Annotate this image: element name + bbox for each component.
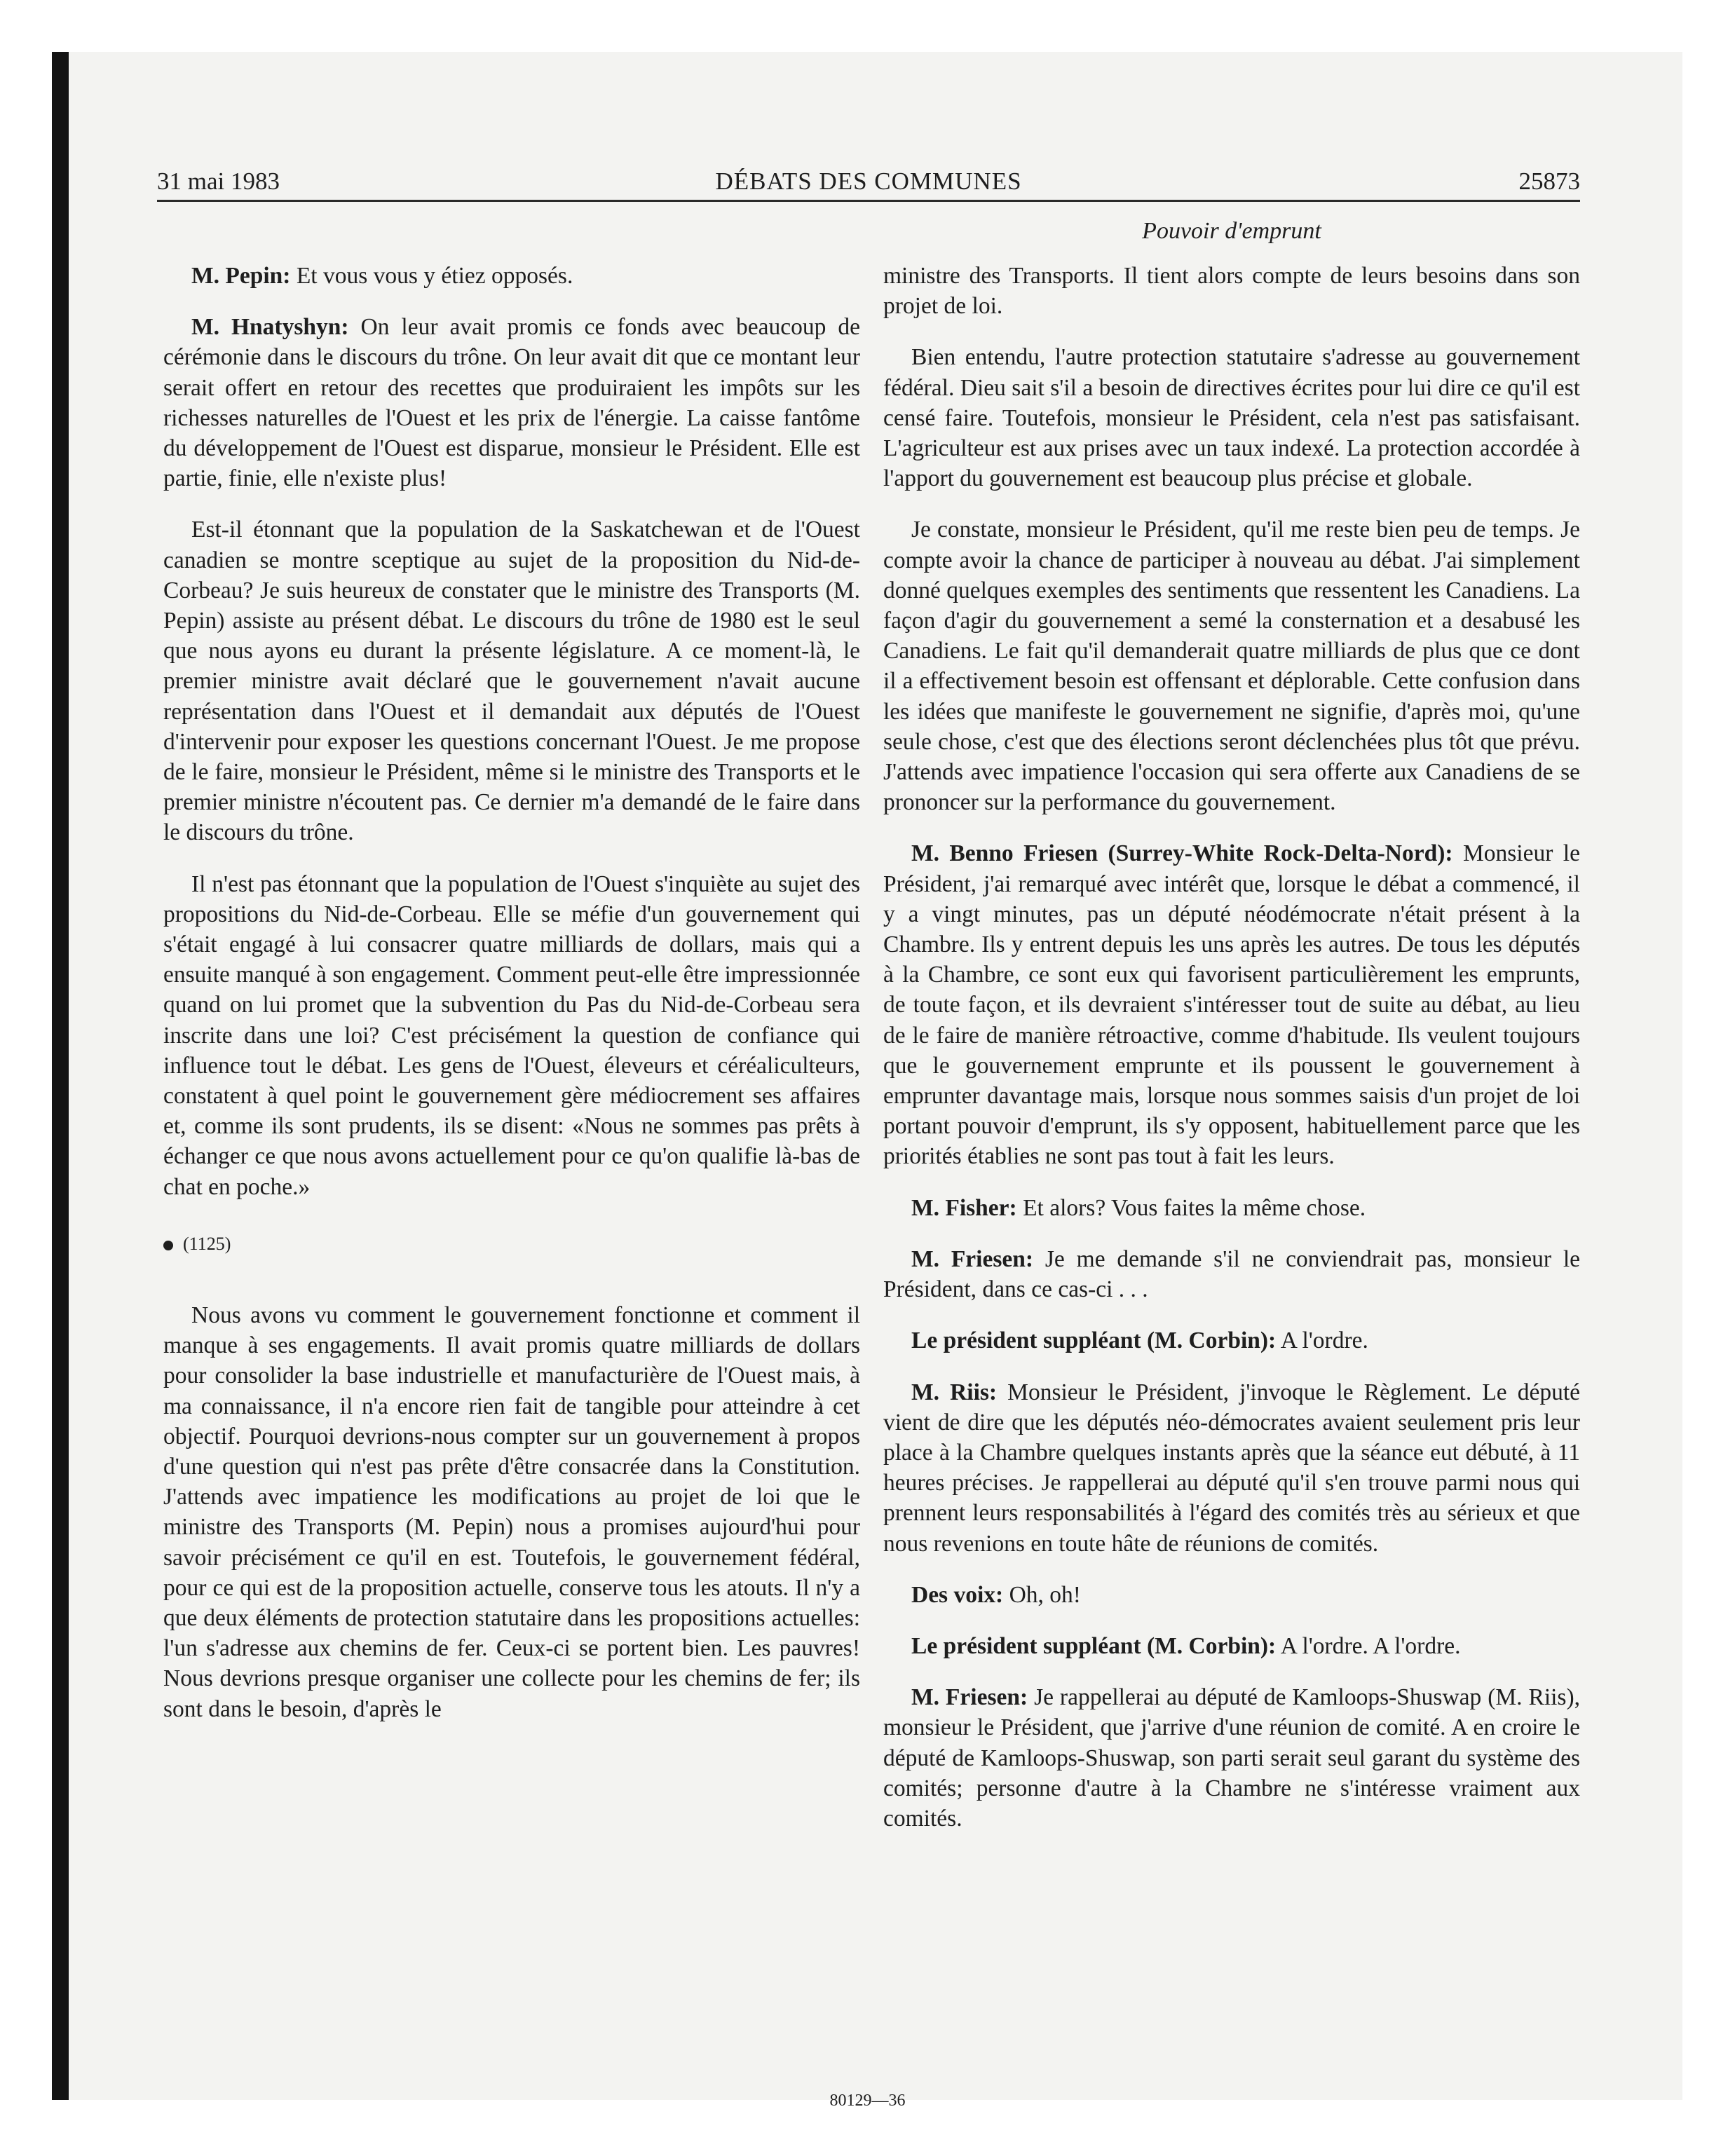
paragraph-text: On leur avait promis ce fonds avec beaucoup de cérémonie dans le discours du trône. On leur avait dit que ce montant leur serait offert en retour des recettes que produiraient les impôts sur les richesses naturelles de l'Ouest et les prix de l'énergie. La caisse fantôme du développement de l'Ouest est disparue, monsieur le Président. Elle est partie, finie, elle n'existe plus!	[163, 314, 861, 492]
right-column-body	[883, 261, 1580, 1834]
paragraph	[163, 869, 860, 1202]
speaker-name: M. Friesen:	[911, 1684, 1028, 1711]
speaker-name: M. Fisher:	[911, 1194, 1017, 1221]
paragraph-text: Est-il étonnant que la population de la Saskatchewan et de l'Ouest canadien se montre sceptique au sujet de la proposition du Nid-de-Corbeau? Je suis heureux de constater que le ministre des Transports (M. Pepin) assiste au présent débat. Le discours du trône de 1980 est le seul que nous ayons eu durant la présente législature. A ce moment-là, le premier ministre avait déclaré que le gouvernement n'avait aucune représentation dans l'Ouest et il demandait aux députés de l'Ouest d'intervenir pour exposer les questions concernant l'Ouest. Je me propose de le faire, monsieur le Président, même si le ministre des Transports et le premier ministre n'écoutent pas. Ce dernier m'a demandé de le faire dans le discours du trône.	[163, 517, 860, 846]
paragraph	[883, 838, 1580, 1171]
paragraph-text: Et vous vous y étiez opposés.	[290, 263, 573, 289]
paragraph	[883, 1682, 1580, 1834]
paragraph	[163, 1300, 860, 1724]
paragraph	[883, 1193, 1580, 1223]
speaker-name: Des voix:	[911, 1581, 1004, 1608]
header-date: 31 mai 1983	[157, 168, 280, 195]
paragraph-text: Et alors? Vous faites la même chose.	[1016, 1194, 1366, 1221]
speaker-name: M. Pepin:	[191, 263, 291, 289]
paragraph-text: Monsieur le Président, j'ai remarqué avec intérêt que, lorsque le débat a commencé, il y a vingt minutes, pas un député néodémocrate n'était présent à la Chambre. Ils y entrent depuis les uns après les autres. De tous les députés à la Chambre, ce sont eux qui favorisent particulièrement les emprunts, de toute façon, et ils devraient s'intéresser tout de suite au débat, au lieu de le faire de manière rétroactive, comme d'habitude. Ils veulent toujours que le gouvernement emprunte et ils poussent le gouvernement à emprunter davantage mais, lorsque nous sommes saisis d'un projet de loi portant pouvoir d'emprunt, ils s'y opposent, habituellement parce que les priorités établies ne sont pas tout à fait les leurs.	[883, 840, 1580, 1170]
paragraph-text: Je rappellerai au député de Kamloops-Shuswap (M. Riis), monsieur le Président, que j'arrive d'une réunion de comité. A en croire le député de Kamloops-Shuswap, son parti serait seul garant du système des comités; personne d'autre à la Chambre ne s'intéresse vraiment aux comités.	[883, 1684, 1580, 1831]
paragraph-text: Bien entendu, l'autre protection statutaire s'adresse au gouvernement fédéral. Dieu sait s'il a besoin de directives écrites pour lui dire ce qu'il est censé faire. Toutefois, monsieur le Président, cela n'est pas satisfaisant. L'agriculteur est aux prises avec un taux indexé. La protection accordée à l'apport du gouvernement est beaucoup plus précise et globale.	[883, 344, 1580, 492]
bullet-icon	[163, 1241, 173, 1250]
time-marker	[163, 1230, 860, 1258]
section-title: Pouvoir d'emprunt	[1142, 218, 1321, 244]
paragraph	[883, 514, 1580, 817]
header-rule	[157, 200, 1580, 202]
paragraph-text: Il n'est pas étonnant que la population de l'Ouest s'inquiète au sujet des propositions du Nid-de-Corbeau. Elle se méfie d'un gouvernement qui s'était engagé à lui consacrer quatre milliards de dollars, mais qui a ensuite manqué à son engagement. Comment peut-elle être impressionnée quand on lui promet que la subvention du Pas du Nid-de-Corbeau sera inscrite dans une loi? C'est précisément la question de confiance qui influence tout le débat. Les gens de l'Ouest, éleveurs et céréaliculteurs, constatent à quel point le gouvernement gère médiocrement ses affaires et, comme ils sont prudents, ils se disent: «Nous ne sommes pas prêts à échanger ce que nous avons actuellement pour ce qu'on qualifie là-bas de chat en poche.»	[163, 871, 860, 1200]
speaker-name: Le président suppléant (M. Corbin):	[911, 1328, 1277, 1354]
speaker-name: M. Benno Friesen (Surrey-White Rock-Delta-Nord):	[911, 840, 1453, 867]
paragraph-text: Je me demande s'il ne conviendrait pas, monsieur le Président, dans ce cas-ci . . .	[883, 1246, 1580, 1303]
left-column-bottom	[163, 1300, 860, 1724]
time-marker-label: (1125)	[183, 1233, 231, 1254]
paragraph-text: A l'ordre. A l'ordre.	[1276, 1632, 1461, 1659]
paragraph	[883, 261, 1580, 321]
page-header	[157, 164, 1580, 199]
left-column-top	[163, 261, 860, 1202]
paragraph	[163, 261, 860, 291]
header-page-number: 25873	[1518, 168, 1580, 195]
paragraph-text: Je constate, monsieur le Président, qu'il me reste bien peu de temps. Je compte avoir la chance de participer à nouveau au débat. J'ai simplement donné quelques exemples des sentiments que ressentent les Canadiens. La façon d'agir du gouvernement a semé la consternation et a desabusé les Canadiens. Le fait qu'il demanderait quatre milliards de plus que ce dont il a effectivement besoin est offensant et déplorable. Cette confusion dans les idées que manifeste le gouvernement ne signifie, d'après moi, qu'une seule chose, c'est que des élections seront déclenchées plus tôt que prévu. J'attends avec impatience l'occasion qui sera offerte aux Canadiens de se prononcer sur la performance du gouvernement.	[883, 517, 1580, 816]
speaker-name: M. Hnatyshyn:	[191, 314, 349, 341]
left-column	[163, 261, 860, 1745]
paragraph-text: ministre des Transports. Il tient alors compte de leurs besoins dans son projet de loi.	[883, 263, 1580, 320]
paragraph-text: A l'ordre.	[1276, 1328, 1368, 1354]
paragraph	[883, 1377, 1580, 1559]
right-column	[883, 261, 1580, 1855]
paragraph-text: Monsieur le Président, j'invoque le Règlement. Le député vient de dire que les députés néo-démocrates avaient seulement pris leur place à la Chambre quelques instants après que la séance eut débuté, à 11 heures précises. Je rappellerai au député qu'il s'en trouve parmi nous qui prennent leurs responsabilités à l'égard des comités très au sérieux et que nous revenions en toute hâte de réunions de comités.	[883, 1379, 1580, 1557]
paragraph	[883, 1580, 1580, 1610]
speaker-name: M. Friesen:	[911, 1246, 1034, 1272]
paragraph	[883, 1325, 1580, 1356]
paragraph	[163, 514, 860, 847]
speaker-name: M. Riis:	[911, 1379, 998, 1405]
scan-edge	[52, 52, 69, 2100]
paragraph-text: Oh, oh!	[1003, 1581, 1081, 1608]
paragraph-text: Nous avons vu comment le gouvernement fonctionne et comment il manque à ses engagements. Il avait promis quatre milliards de dollars pour consolider la base industrielle et manufacturière de l'Ouest mais, à ma connaissance, il n'a encore rien fait de tangible pour atteindre à cet objectif. Pourquoi devrions-nous compter sur un gouvernement à propos d'une question qui n'est pas prête d'être consacrée dans la Constitution. J'attends avec impatience les modifications au projet de loi que le ministre des Transports (M. Pepin) nous a promises aujourd'hui pour savoir précisément ce qu'il en est. Toutefois, le gouvernement fédéral, pour ce qui est de la proposition actuelle, conserve tous les atouts. Il n'y a que deux éléments de protection statutaire dans les propositions actuelles: l'un s'adresse aux chemins de fer. Ceux-ci se portent bien. Les pauvres! Nous devrions presque organiser une collecte pour les chemins de fer; ils sont dans le besoin, d'après le	[163, 1302, 860, 1722]
page-footer: 80129—36	[829, 2092, 906, 2110]
speaker-name: Le président suppléant (M. Corbin):	[911, 1632, 1277, 1659]
paragraph	[883, 1631, 1580, 1661]
paragraph	[883, 342, 1580, 493]
paragraph	[163, 312, 860, 493]
paragraph	[883, 1244, 1580, 1304]
header-title: DÉBATS DES COMMUNES	[715, 168, 1022, 195]
